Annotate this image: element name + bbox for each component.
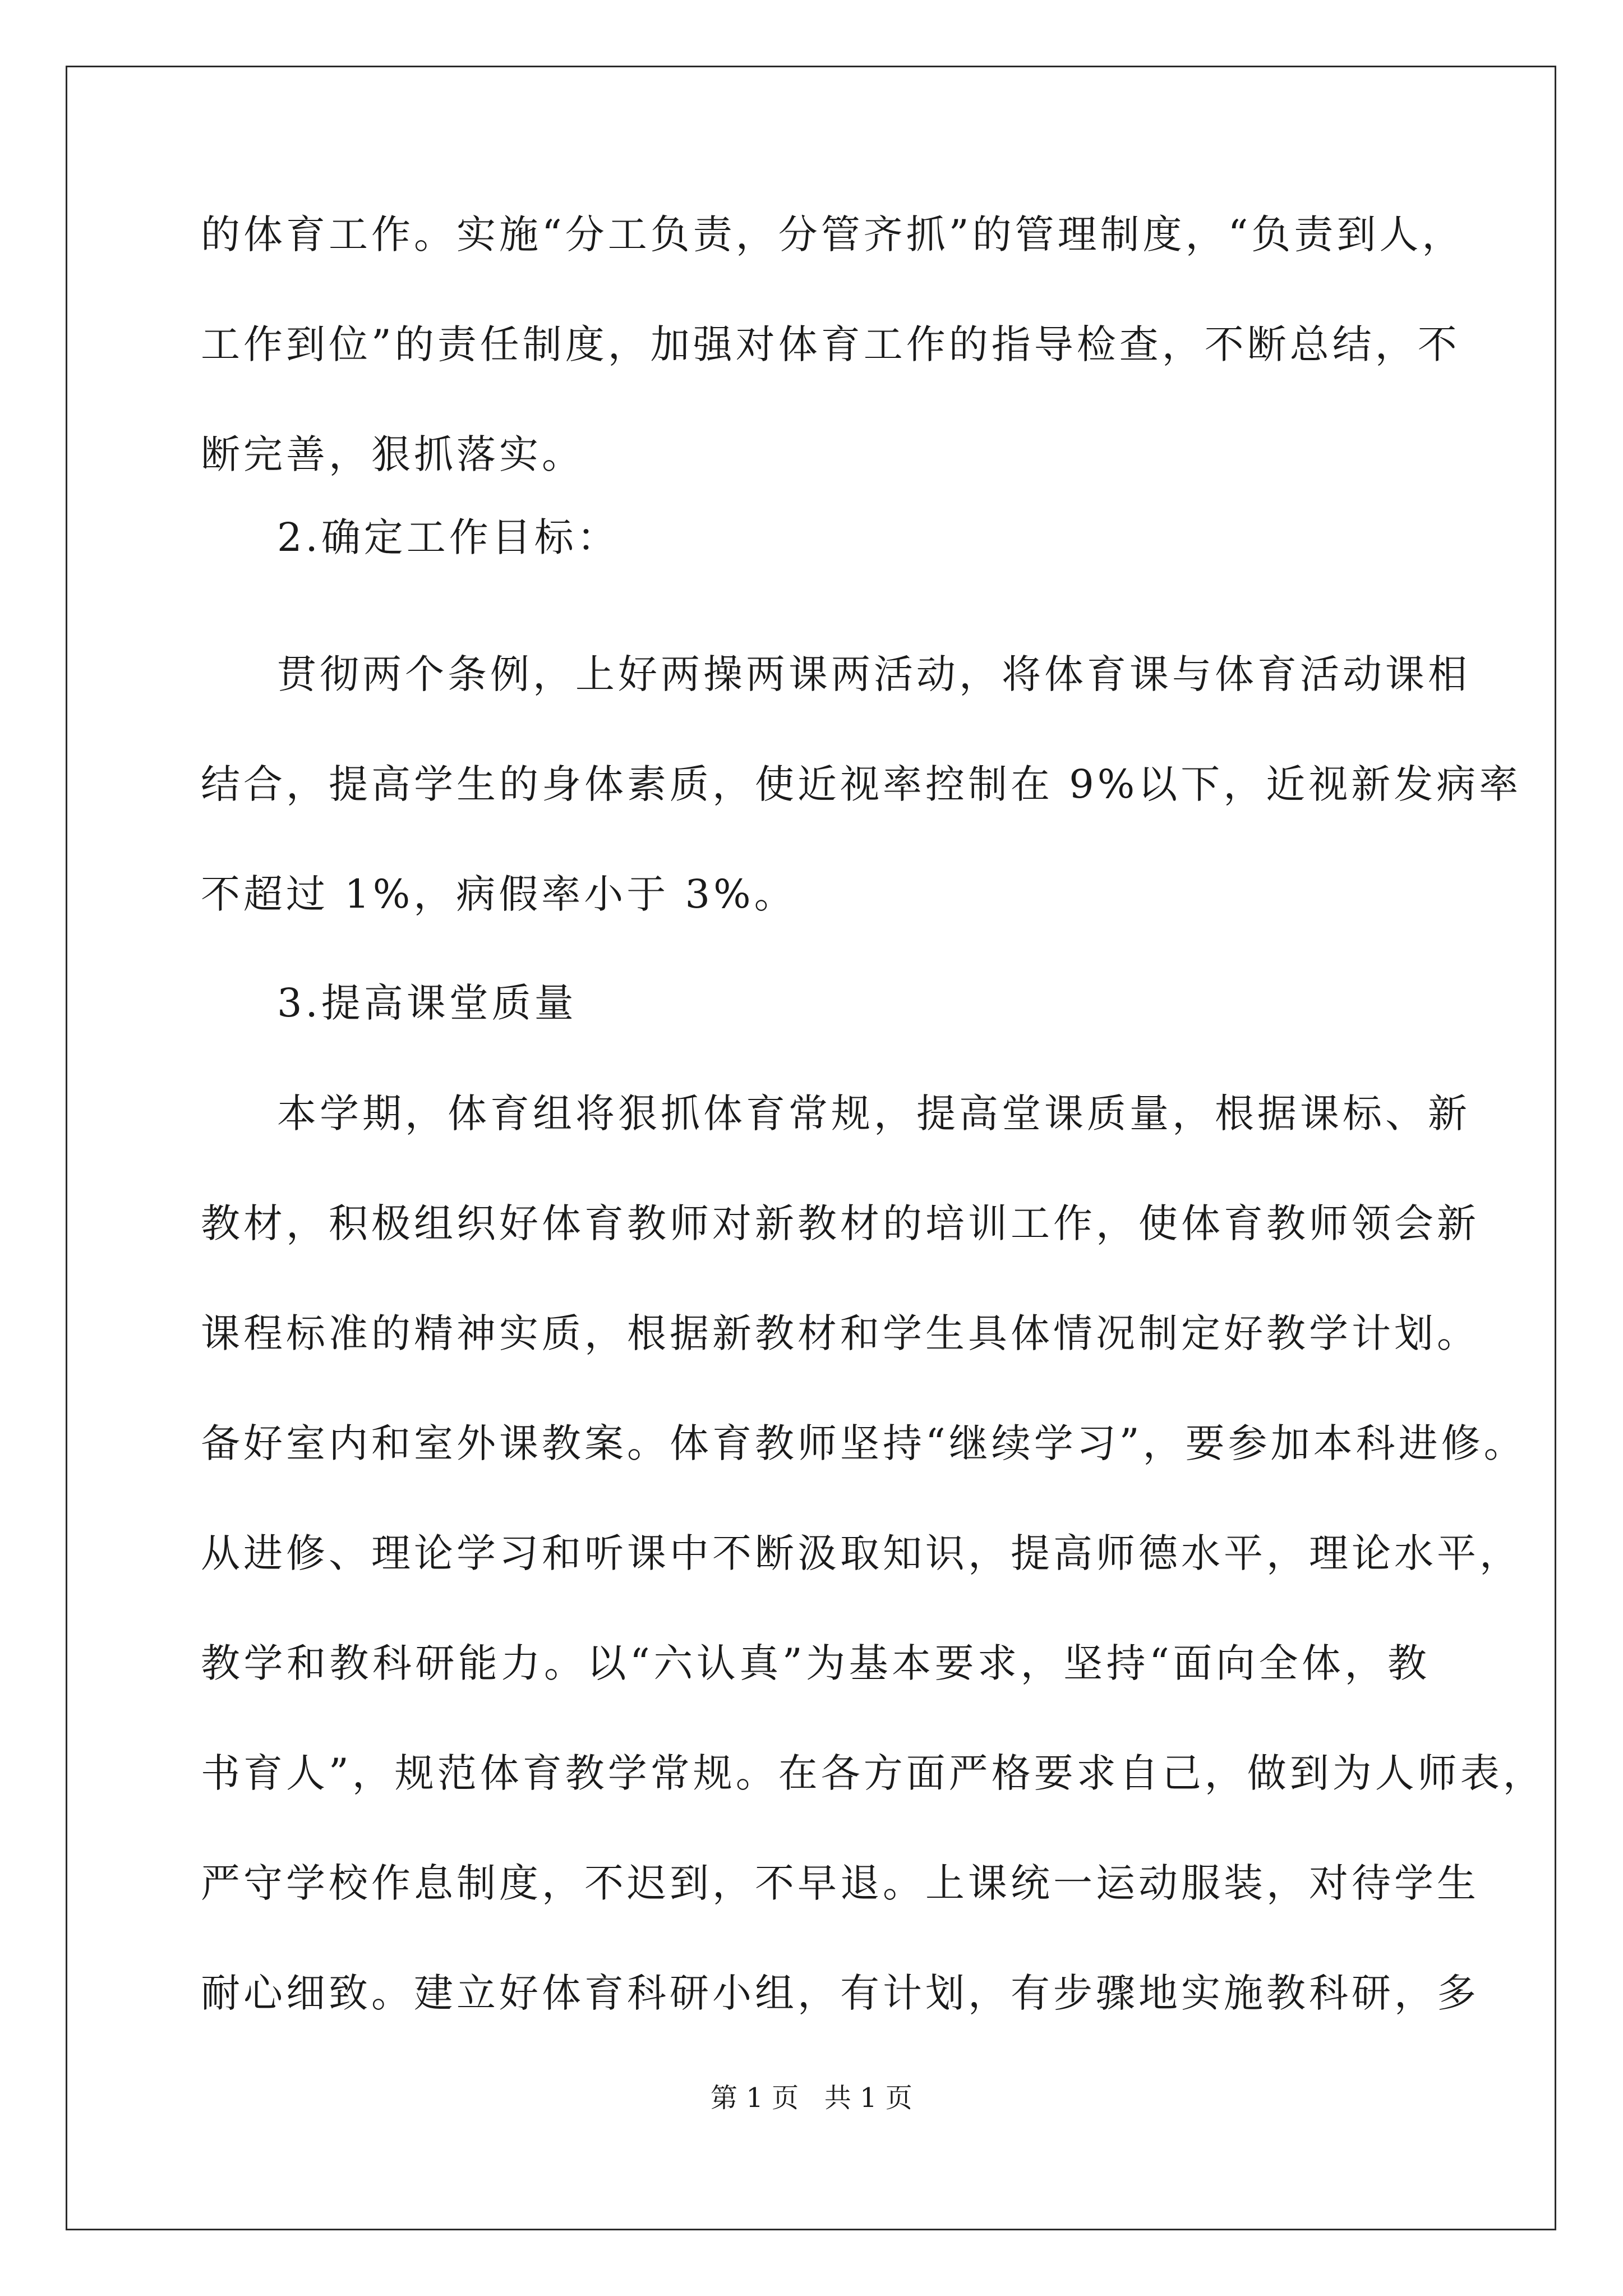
text-line: 严守学校作息制度，不迟到，不早退。上课统一运动服装，对待学生 [201,1860,1479,1906]
text-line: 书育人”，规范体育教学常规。在各方面严格要求自己，做到为人师表， [201,1750,1546,1796]
text-line: 贯彻两个条例，上好两操两课两活动，将体育课与体育活动课相 [277,651,1470,697]
text-line: 课程标准的精神实质，根据新教材和学生具体情况制定好教学计划。 [201,1310,1479,1356]
text-line: 结合，提高学生的身体素质，使近视率控制在 9%以下，近视新发病率 [201,761,1522,807]
text-line: 从进修、理论学习和听课中不断汲取知识，提高师德水平，理论水平， [201,1530,1522,1576]
text-line: 耐心细致。建立好体育科研小组，有计划，有步骤地实施教科研，多 [201,1970,1479,2016]
text-line: 教学和教科研能力。以“六认真”为基本要求，坚持“面向全体，教 [201,1640,1430,1686]
page-number-footer: 第 1 页 共 1 页 [711,2082,912,2114]
text-line: 的体育工作。实施“分工负责，分管齐抓”的管理制度，“负责到人， [201,211,1465,257]
text-line: 本学期，体育组将狠抓体育常规，提高堂课质量，根据课标、新 [277,1091,1470,1137]
section-heading: 3.提高课堂质量 [277,980,577,1026]
text-line: 不超过 1%，病假率小于 3%。 [201,871,797,917]
section-heading: 2.确定工作目标： [277,514,620,560]
text-line: 备好室内和室外课教案。体育教师坚持“继续学习”，要参加本科进修。 [201,1420,1527,1466]
text-line: 工作到位”的责任制度，加强对体育工作的指导检查，不断总结，不 [201,321,1460,367]
text-line: 教材，积极组织好体育教师对新教材的培训工作，使体育教师领会新 [201,1200,1479,1246]
text-line: 断完善，狠抓落实。 [201,431,584,477]
